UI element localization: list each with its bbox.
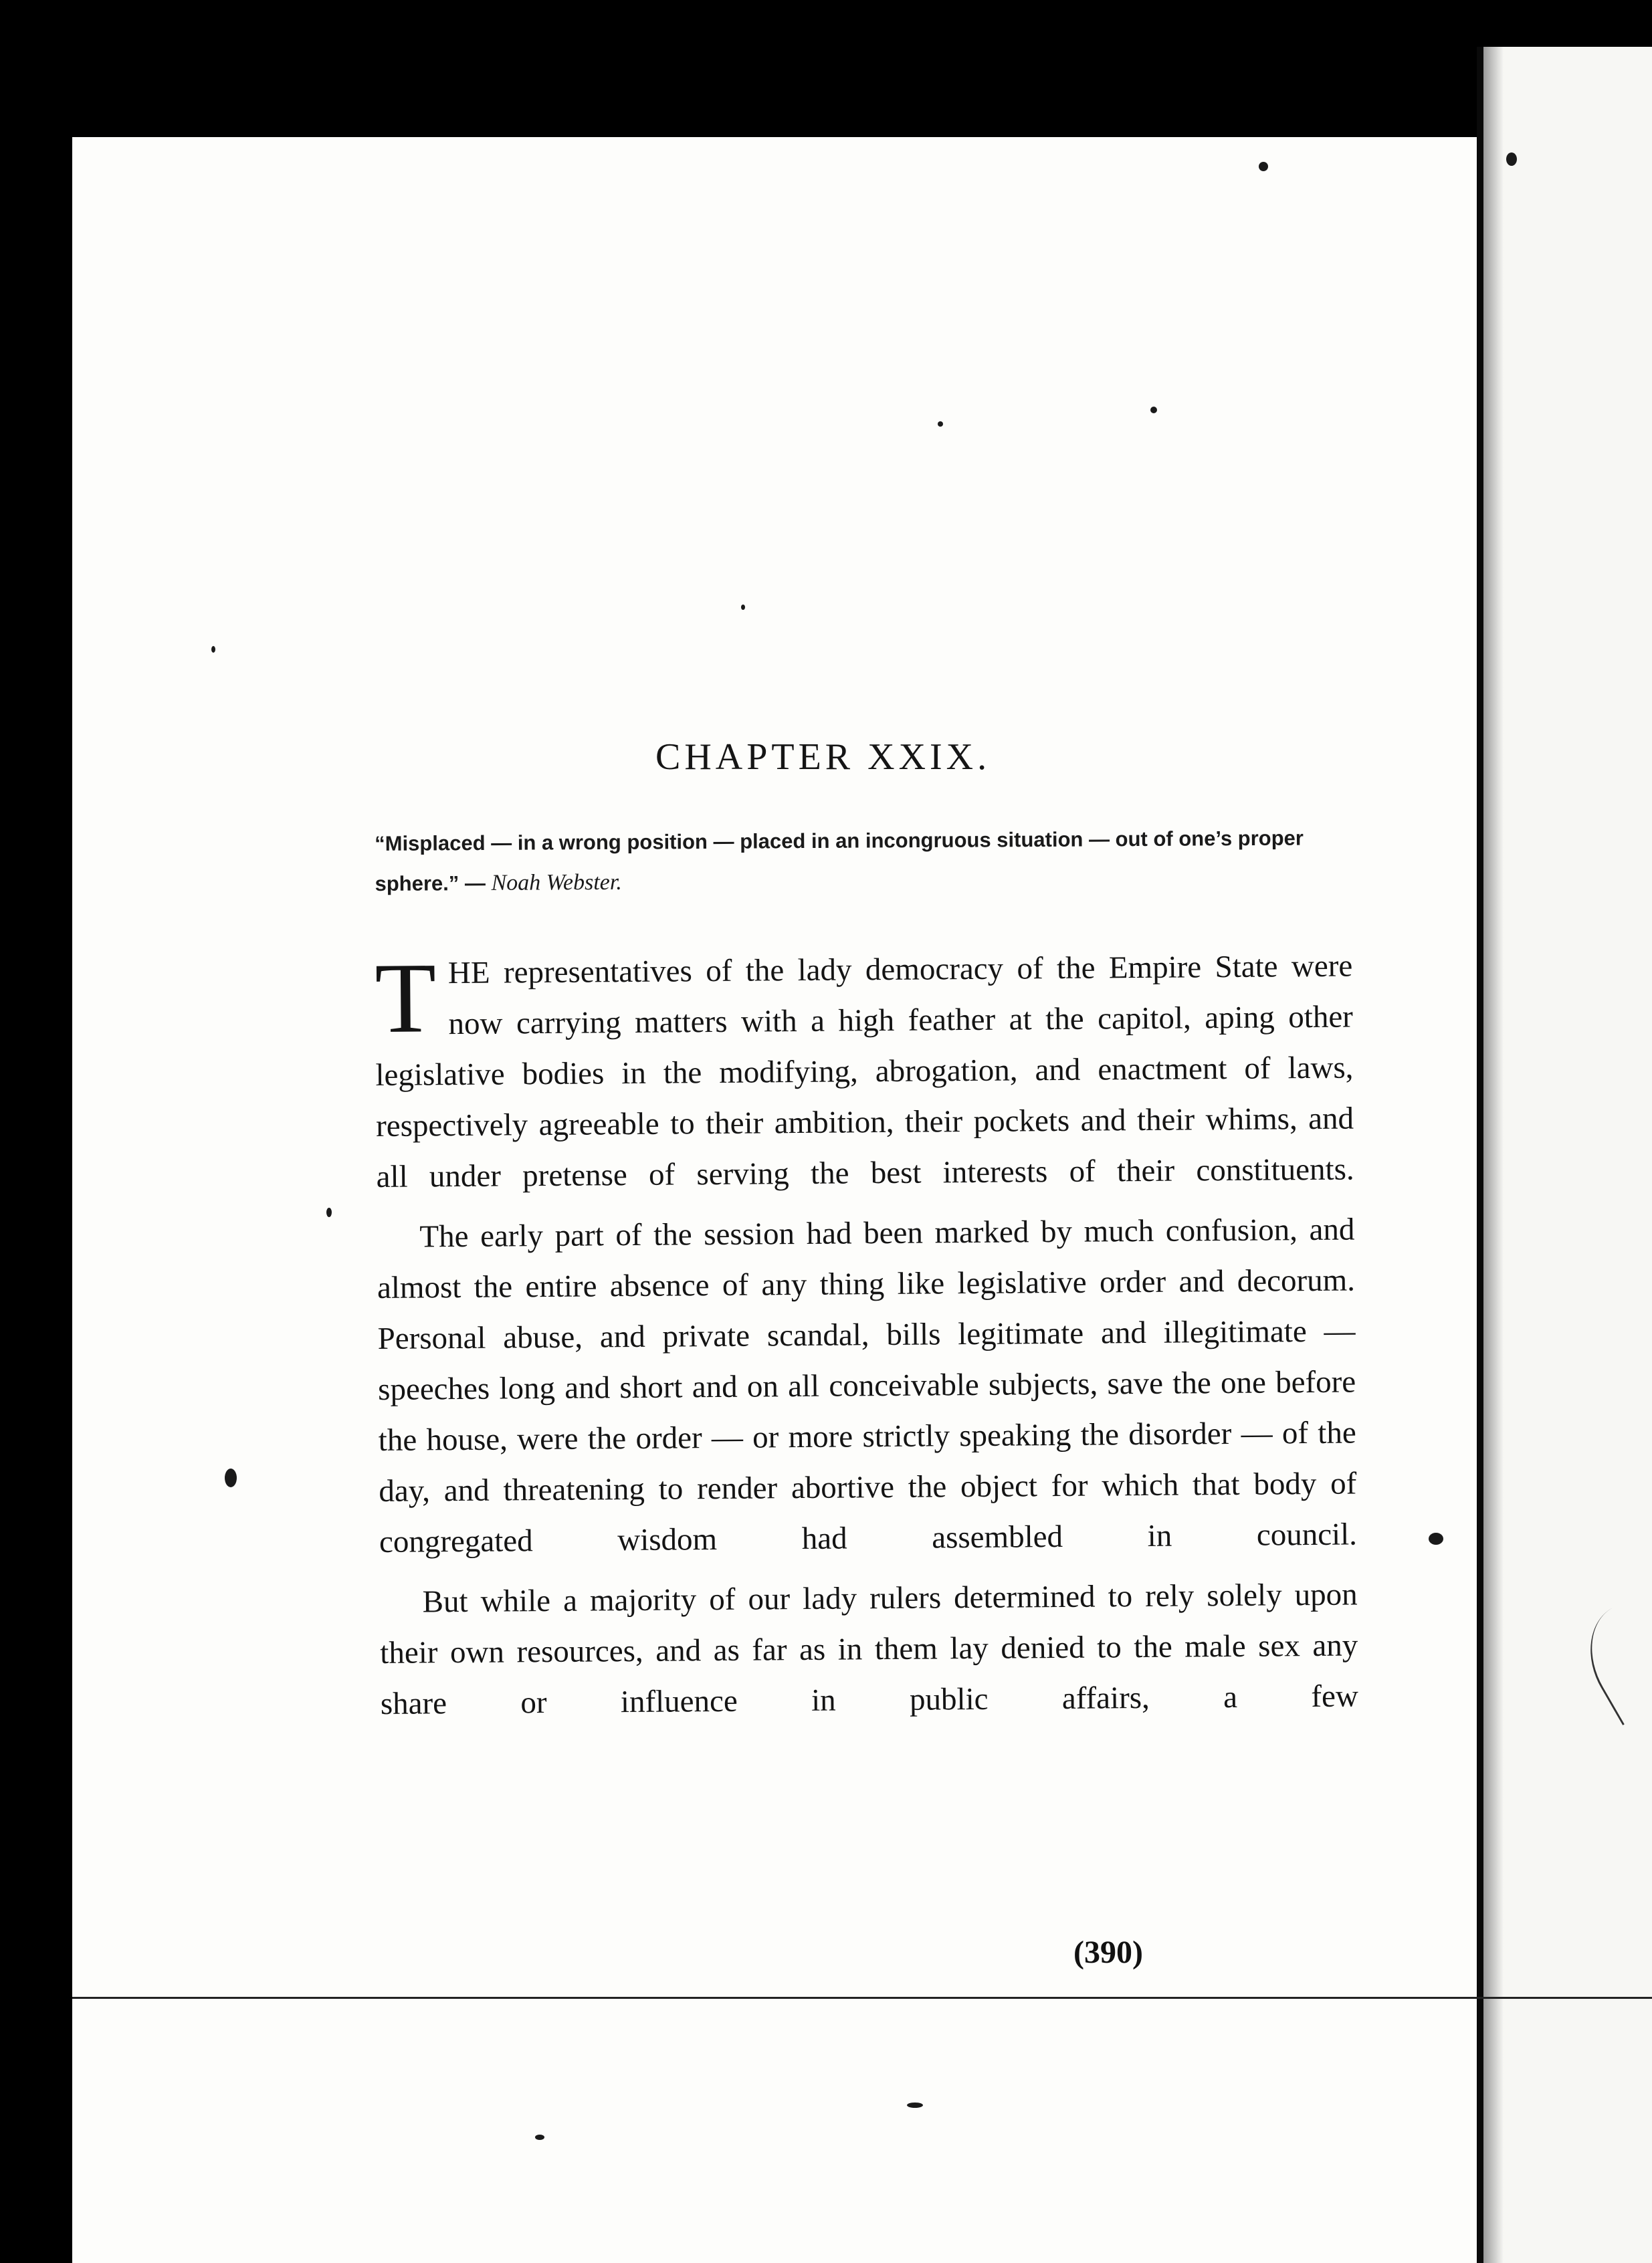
dust-speck bbox=[741, 605, 745, 610]
epigraph bbox=[375, 818, 1358, 904]
dust-speck bbox=[1259, 162, 1268, 171]
dust-speck bbox=[1150, 407, 1157, 413]
body-text bbox=[375, 941, 1358, 1729]
dust-speck bbox=[225, 1469, 237, 1487]
facing-page-edge bbox=[1477, 47, 1652, 2263]
scan-border-top bbox=[0, 0, 1652, 107]
page-number: (390) bbox=[1073, 1935, 1143, 1970]
dust-speck bbox=[1506, 152, 1517, 166]
drop-cap: T bbox=[374, 942, 437, 1054]
dust-speck bbox=[326, 1208, 332, 1217]
dust-speck bbox=[938, 421, 943, 427]
epigraph-author: Noah Webster. bbox=[491, 869, 622, 895]
paragraph: But while a majority of our lady rulers determined to rely solely upon their own resources, and as far as in them lay denied to the male sex any share or influence in public affairs, a few bbox=[380, 1577, 1359, 1721]
gutter-shadow bbox=[1483, 47, 1504, 2263]
chapter-heading: CHAPTER XXIX. bbox=[655, 736, 991, 778]
scan-line bbox=[72, 1997, 1652, 1999]
dust-speck bbox=[907, 2103, 923, 2108]
paragraph-text: HE representatives of the lady democracy of the Empire State were now carrying matters with a high feather at the capitol, aping other legislative bodies in the modifying, abrogation, and enactment of laws, respectively agreeable to their ambition, their pockets and their whims, and all under pretense of serving the best interests of their constituents. bbox=[375, 948, 1354, 1194]
dust-speck bbox=[211, 646, 215, 653]
page-edge-curve bbox=[1569, 1592, 1652, 1725]
paragraph bbox=[375, 941, 1354, 1202]
epigraph-quote: “Misplaced — in a wrong position — placed in an incongruous situation — out of one’s proper sphere.” — bbox=[375, 826, 1304, 895]
paragraph: The early part of the session had been marked by much confusion, and almost the entire absence of any thing like legislative order and decorum. Personal abuse, and private scandal, bills legitimate and illegitimate — speeches long and short and on all conceivable subjects, save the one before the house, were the order — or more strictly speaking the disorder — of the day, and threatening to render abortive the object for which that body of congregated wisdom had assembled in council. bbox=[377, 1212, 1358, 1559]
dust-speck bbox=[1429, 1533, 1443, 1545]
dust-speck bbox=[535, 2135, 544, 2140]
